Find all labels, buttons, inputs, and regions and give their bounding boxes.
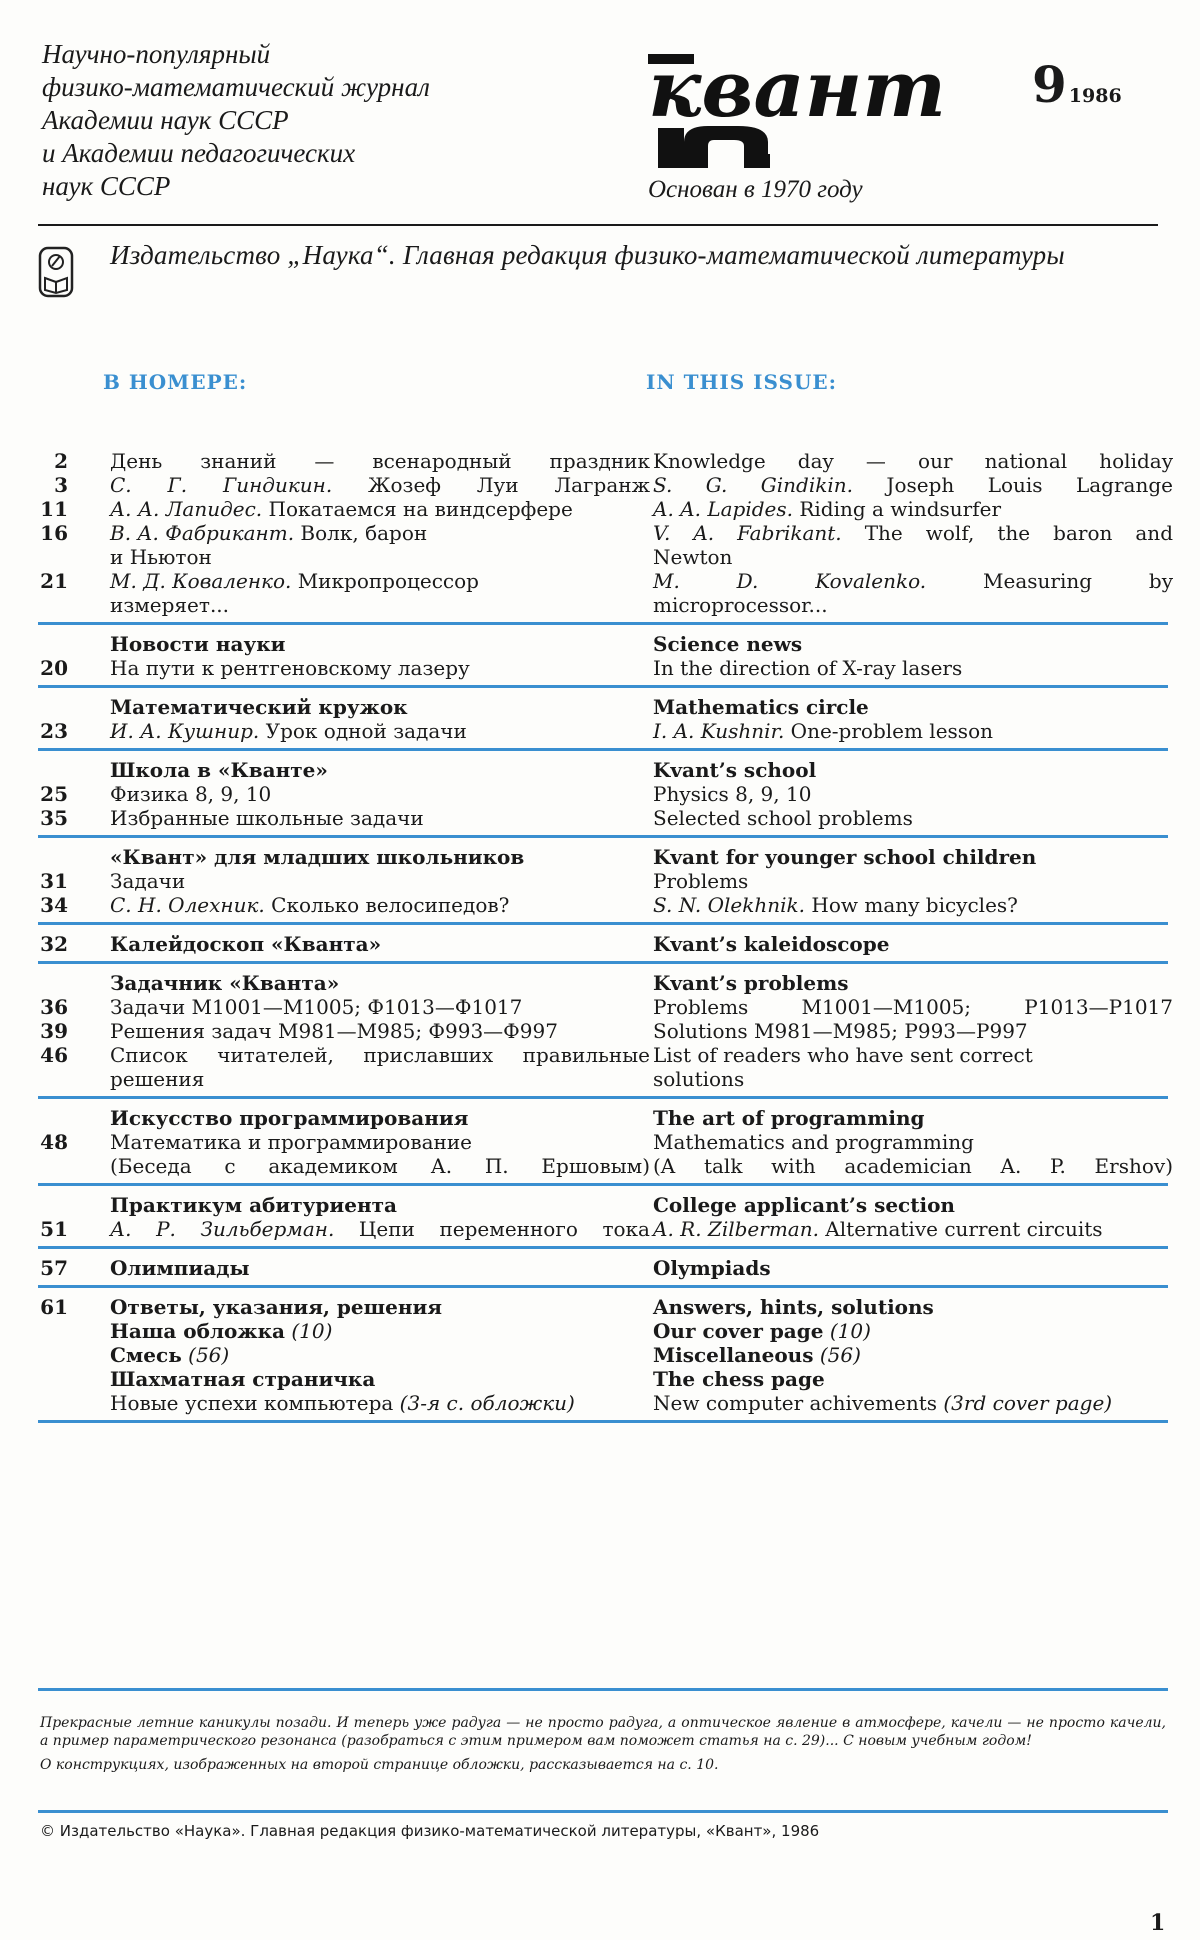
toc-entry[interactable] [38, 1319, 1168, 1343]
toc-entry[interactable] [38, 545, 1168, 569]
toc-title-en: The art of programming [653, 1106, 925, 1130]
toc-title-en: Kvant’s school [653, 758, 817, 782]
toc-entry[interactable] [38, 719, 1168, 743]
toc-section [38, 971, 1173, 1091]
page-number: 1 [1150, 1910, 1166, 1936]
toc-title-ru: Математика и программирование [110, 1130, 472, 1154]
toc-title-ru: Школа в «Кванте» [110, 758, 328, 782]
toc-page-reference: (10) [823, 1319, 871, 1343]
toc-title-ru: Задачи [110, 869, 186, 893]
toc-page-number: 36 [40, 995, 68, 1019]
toc-author: V. A. Fabrikant. [653, 521, 842, 545]
toc-title-en: Physics 8, 9, 10 [653, 782, 812, 806]
toc-section [38, 845, 1168, 917]
toc-page-number: 2 [54, 449, 68, 473]
toc-entry[interactable] [38, 893, 1168, 917]
toc-title-ru: А. А. Лапидес. Покатаемся на виндсерфере [110, 497, 573, 521]
toc-title-en: M. D. Kovalenko. Measuring by [653, 569, 1173, 593]
journal-line: Академии наук СССР [42, 105, 289, 135]
toc-entry[interactable] [38, 1043, 1168, 1067]
toc-entry[interactable] [38, 1343, 1168, 1367]
issue-number: 9 [1032, 55, 1067, 114]
toc-entry[interactable] [38, 845, 1168, 869]
toc-title-en: Kvant’s problems [653, 971, 849, 995]
toc-page-reference: (56) [813, 1343, 861, 1367]
toc-section [38, 758, 1168, 830]
toc-entry[interactable] [38, 449, 1173, 473]
header-divider [38, 224, 1158, 226]
toc-author: S. G. Gindikin. [653, 473, 854, 497]
toc-entry[interactable] [38, 473, 1173, 497]
toc-title-ru: С. Г. Гиндикин. Жозеф Луи Лагранж [110, 473, 650, 497]
toc-page-number: 32 [40, 932, 68, 956]
toc-entry[interactable] [38, 1130, 1168, 1154]
toc-title-ru: и Ньютон [110, 545, 212, 569]
toc-divider [38, 835, 1168, 838]
issue-label [1032, 55, 1122, 121]
toc-page-number: 34 [40, 893, 68, 917]
toc-title-ru: Задачник «Кванта» [110, 971, 340, 995]
journal-description [42, 38, 602, 203]
toc-page-number: 23 [40, 719, 68, 743]
toc-title-en: Our cover page (10) [653, 1319, 871, 1343]
toc-entry[interactable] [38, 1019, 1168, 1043]
toc-author: A. R. Zilberman. [653, 1217, 819, 1241]
toc-title-ru: На пути к рентгеновскому лазеру [110, 656, 470, 680]
toc-page-number: 20 [40, 656, 68, 680]
toc-divider [38, 1183, 1168, 1186]
toc-title-en: Problems M1001—M1005; P1013—P1017 [653, 995, 1173, 1019]
toc-title-ru: Искусство программирования [110, 1106, 469, 1130]
toc-title-en: College applicant’s section [653, 1193, 955, 1217]
toc-title-ru: А. Р. Зильберман. Цепи переменного тока [110, 1217, 650, 1241]
toc-section [38, 1106, 1173, 1178]
toc-page-number: 21 [40, 569, 68, 593]
toc-divider [38, 922, 1168, 925]
toc-entry[interactable] [38, 1067, 1168, 1091]
toc-section [38, 932, 1168, 956]
toc-author: М. Д. Коваленко. [110, 569, 292, 593]
toc-section [38, 632, 1168, 680]
toc-title-en: Mathematics circle [653, 695, 869, 719]
toc-entry[interactable] [38, 656, 1168, 680]
toc-title-ru: Ответы, указания, решения [110, 1295, 443, 1319]
toc-title-en: Answers, hints, solutions [653, 1295, 934, 1319]
book-emblem-icon [38, 246, 74, 298]
toc-title-en: Olympiads [653, 1256, 771, 1280]
toc-page-number: 31 [40, 869, 68, 893]
caption-paragraph: О конструкциях, изображенных на второй странице обложки, рассказывается на с. 10. [40, 1757, 719, 1773]
table-of-contents [38, 449, 1173, 1430]
toc-divider [38, 622, 1168, 625]
toc-title-en: A. A. Lapides. Riding a windsurfer [653, 497, 1002, 521]
toc-page-number: 57 [40, 1256, 68, 1280]
copyright-notice: © Издательство «Наука». Главная редакция физико-математической литературы, «Квант», 1986 [40, 1822, 820, 1840]
toc-page-number: 46 [40, 1043, 68, 1067]
toc-title-ru: Новости науки [110, 632, 286, 656]
toc-page-number: 3 [54, 473, 68, 497]
toc-title-en: Selected school problems [653, 806, 913, 830]
toc-page-number: 35 [40, 806, 68, 830]
toc-page-number: 61 [40, 1295, 68, 1319]
toc-author: M. D. Kovalenko. [653, 569, 927, 593]
toc-divider [38, 961, 1168, 964]
toc-title-en: Science news [653, 632, 803, 656]
toc-section [38, 695, 1168, 743]
toc-page-reference: (10) [285, 1319, 333, 1343]
toc-page-number: 51 [40, 1217, 68, 1241]
toc-title-ru: решения [110, 1067, 205, 1091]
journal-line: и Академии педагогических [42, 138, 356, 168]
toc-page-reference: (3-я с. обложки) [393, 1391, 575, 1415]
toc-entry[interactable] [38, 995, 1173, 1019]
toc-entry[interactable] [38, 932, 1168, 956]
footer-divider-bottom [38, 1810, 1168, 1813]
toc-page-number: 39 [40, 1019, 68, 1043]
logo-text: квант [648, 44, 946, 135]
toc-entry[interactable] [38, 758, 1168, 782]
toc-author: А. Р. Зильберман. [110, 1217, 335, 1241]
toc-entry[interactable] [38, 632, 1168, 656]
toc-title-en: Knowledge day — our national holiday [653, 449, 1173, 473]
toc-entry[interactable] [38, 1106, 1168, 1130]
toc-title-ru: Новые успехи компьютера (3-я с. обложки) [110, 1391, 575, 1415]
caption-paragraph: Прекрасные летние каникулы позади. И теперь уже радуга — не просто радуга, а оптическое явление в атмосфере, качели — не просто качели, а пример параметрического резонанса (разобраться с этим примером вам поможет статья на с. 29)... С новым учебным годом! [40, 1715, 1166, 1749]
toc-entry[interactable] [38, 869, 1168, 893]
toc-title-ru: Практикум абитуриента [110, 1193, 397, 1217]
journal-line: физико-математический журнал [42, 72, 430, 102]
toc-title-ru: Физика 8, 9, 10 [110, 782, 272, 806]
toc-title-en: In the direction of X-ray lasers [653, 656, 963, 680]
toc-divider [38, 1285, 1168, 1288]
toc-title-en: Mathematics and programming [653, 1130, 974, 1154]
toc-entry[interactable] [38, 1256, 1168, 1280]
toc-title-ru: В. А. Фабрикант. Волк, барон [110, 521, 428, 545]
journal-line: Научно-популярный [42, 39, 271, 69]
toc-author: С. Г. Гиндикин. [110, 473, 333, 497]
issue-year: 1986 [1068, 85, 1122, 107]
cover-caption [40, 1714, 1166, 1774]
toc-divider [38, 748, 1168, 751]
toc-page-number: 11 [40, 497, 68, 521]
toc-divider [38, 1096, 1168, 1099]
toc-author: А. А. Лапидес. [110, 497, 263, 521]
toc-title-ru: М. Д. Коваленко. Микропроцессор [110, 569, 479, 593]
toc-title-en: Kvant for younger school children [653, 845, 1037, 869]
toc-title-ru: С. Н. Олехник. Сколько велосипедов? [110, 893, 510, 917]
toc-author: S. N. Olekhnik. [653, 893, 806, 917]
toc-title-ru: Список читателей, приславших правильные [110, 1043, 650, 1067]
toc-title-ru: Наша обложка (10) [110, 1319, 333, 1343]
toc-page-number: 16 [40, 521, 68, 545]
toc-title-ru: День знаний — всенародный праздник [110, 449, 650, 473]
toc-title-ru: Олимпиады [110, 1256, 250, 1280]
publisher-line: Издательство „Наука“. Главная редакция физико-математической литературы [110, 240, 1065, 270]
toc-entry[interactable] [38, 1154, 1173, 1178]
toc-divider [38, 1420, 1168, 1423]
toc-entry[interactable] [38, 569, 1173, 593]
toc-title-ru: Решения задач М981—М985; Ф993—Ф997 [110, 1019, 558, 1043]
toc-title-en: New computer achivements (3rd cover page) [653, 1391, 1113, 1415]
toc-entry[interactable] [38, 782, 1168, 806]
toc-section [38, 449, 1173, 617]
toc-title-en: (A talk with academician A. P. Ershov) [653, 1154, 1173, 1178]
toc-title-en: Solutions M981—M985; P993—P997 [653, 1019, 1028, 1043]
toc-title-en: microprocessor... [653, 593, 828, 617]
founded-line: Основан в 1970 году [648, 176, 863, 203]
toc-title-ru: (Беседа с академиком А. П. Ершовым) [110, 1154, 650, 1178]
toc-title-en: S. N. Olekhnik. How many bicycles? [653, 893, 1018, 917]
kvant-logo [648, 42, 948, 172]
journal-line: наук СССР [42, 171, 171, 201]
toc-section [38, 1256, 1168, 1280]
toc-title-en: List of readers who have sent correct [653, 1043, 1033, 1067]
toc-page-number: 48 [40, 1130, 68, 1154]
toc-title-en: solutions [653, 1067, 745, 1091]
toc-title-en: V. A. Fabrikant. The wolf, the baron and [653, 521, 1173, 545]
toc-entry[interactable] [38, 1367, 1168, 1391]
toc-entry[interactable] [38, 971, 1168, 995]
toc-title-ru: «Квант» для младших школьников [110, 845, 525, 869]
toc-entry[interactable] [38, 1217, 1168, 1241]
toc-title-en: Newton [653, 545, 733, 569]
toc-title-ru: Избранные школьные задачи [110, 806, 424, 830]
toc-section [38, 1295, 1168, 1415]
toc-title-ru: Задачи М1001—М1005; Ф1013—Ф1017 [110, 995, 523, 1019]
heading-in-this-issue-en: IN THIS ISSUE: [646, 370, 838, 394]
toc-page-number: 25 [40, 782, 68, 806]
toc-entry[interactable] [38, 521, 1173, 545]
footer-divider-top [38, 1688, 1168, 1691]
toc-title-ru: Шахматная страничка [110, 1367, 376, 1391]
toc-title-en: A. R. Zilberman. Alternative current circuits [653, 1217, 1103, 1241]
toc-entry[interactable] [38, 695, 1168, 719]
toc-entry[interactable] [38, 593, 1168, 617]
toc-title-ru: Математический кружок [110, 695, 408, 719]
toc-author: С. Н. Олехник. [110, 893, 265, 917]
toc-title-ru: Калейдоскоп «Кванта» [110, 932, 382, 956]
toc-title-en: I. A. Kushnir. One-problem lesson [653, 719, 993, 743]
toc-page-reference: (56) [181, 1343, 230, 1367]
toc-title-en: Kvant’s kaleidoscope [653, 932, 890, 956]
toc-title-ru: Смесь (56) [110, 1343, 230, 1367]
toc-author: В. А. Фабрикант. [110, 521, 295, 545]
toc-divider [38, 1246, 1168, 1249]
toc-entry[interactable] [38, 806, 1168, 830]
toc-title-ru: И. А. Кушнир. Урок одной задачи [110, 719, 467, 743]
toc-page-reference: (3rd cover page) [937, 1391, 1113, 1415]
toc-section [38, 1193, 1168, 1241]
toc-title-en: S. G. Gindikin. Joseph Louis Lagrange [653, 473, 1173, 497]
toc-entry[interactable] [38, 1295, 1168, 1319]
toc-author: И. А. Кушнир. [110, 719, 260, 743]
toc-title-en: The chess page [653, 1367, 825, 1391]
toc-title-en: Miscellaneous (56) [653, 1343, 861, 1367]
toc-author: I. A. Kushnir. [653, 719, 785, 743]
heading-in-this-issue-ru: В НОМЕРЕ: [103, 370, 248, 394]
toc-divider [38, 685, 1168, 688]
toc-entry[interactable] [38, 497, 1168, 521]
toc-entry[interactable] [38, 1193, 1168, 1217]
toc-title-en: Problems [653, 869, 749, 893]
toc-title-ru: измеряет... [110, 593, 230, 617]
toc-entry[interactable] [38, 1391, 1168, 1415]
toc-author: A. A. Lapides. [653, 497, 793, 521]
